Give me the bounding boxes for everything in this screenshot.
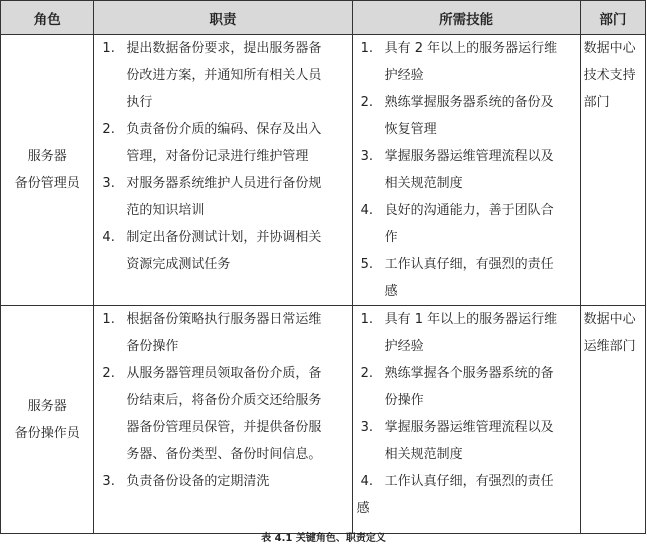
list-item-line: [94, 251, 351, 278]
list-item-line: [94, 387, 351, 414]
list-item-line: [94, 306, 351, 333]
duties-cell: [94, 35, 352, 306]
list-item-line: [353, 89, 580, 116]
list-item-number: 2.: [360, 366, 374, 381]
list-item-line: [94, 468, 351, 495]
list-item-line: [353, 197, 580, 224]
list-item-number: 2.: [102, 366, 115, 381]
list-item-text: 备份操作: [126, 339, 179, 354]
role-cell: [1, 306, 94, 534]
list-item-text: 护经验: [384, 68, 424, 83]
skills-cell: [352, 35, 580, 306]
list-item-number: 2.: [102, 122, 115, 137]
list-item-line: [94, 414, 351, 441]
list-item-text: 工作认真仔细，有强烈的责任: [384, 474, 554, 489]
list-item-line: [94, 360, 351, 387]
dept-line: 部门: [583, 95, 610, 110]
list-item-text: 管理，对备份记录进行维护管理: [126, 149, 309, 164]
list-item-line: [353, 441, 580, 468]
list-item-text: 掌握服务器运维管理流程以及: [384, 149, 554, 164]
list-item-text: 份操作: [384, 393, 424, 408]
list-item-text: 熟练掌握各个服务器系统的备: [384, 366, 554, 381]
list-item-number: 1.: [360, 41, 374, 56]
list-item-number: 3.: [102, 176, 115, 191]
list-item-line: [353, 360, 580, 387]
list-item-line: [353, 333, 580, 360]
list-item-text: 范的知识培训: [126, 203, 205, 218]
list-item-number: 2.: [360, 95, 374, 110]
list-item-text: 相关规范制度: [384, 447, 463, 462]
list-item-line: [353, 495, 580, 522]
list-item-line: [353, 35, 580, 62]
list-item-line: [353, 170, 580, 197]
list-item-line: [94, 333, 351, 360]
list-item-line: [94, 116, 351, 143]
list-item-number: 5.: [360, 257, 374, 272]
list-item-text: 务器、备份类型、备份时间信息。: [126, 447, 322, 462]
table-row: [1, 306, 646, 534]
list-item-text: 良好的沟通能力，善于团队合: [384, 203, 554, 218]
list-item-text: 护经验: [384, 339, 424, 354]
list-item-text: 感: [384, 284, 398, 299]
list-item-text: 具有 1 年以上的服务器运行维: [384, 312, 558, 327]
header-skills: 所需技能: [352, 1, 580, 35]
skills-cell: [352, 306, 580, 534]
list-item-text: 提出数据备份要求，提出服务器备: [126, 41, 322, 56]
role-name-line: 备份管理员: [14, 176, 80, 191]
role-name-line: 服务器: [27, 149, 67, 164]
list-item-text: 工作认真仔细，有强烈的责任: [384, 257, 554, 272]
list-item-line: [353, 62, 580, 89]
header-duties: 职责: [94, 1, 352, 35]
list-item-line: [94, 89, 351, 116]
list-item-line: [353, 278, 580, 305]
list-item-text: 资源完成测试任务: [126, 257, 231, 272]
role-name-line: 服务器: [27, 398, 67, 414]
list-item-line: [94, 224, 351, 251]
list-item-text: 熟练掌握服务器系统的备份及: [384, 95, 554, 110]
dept-line: 运维部门: [583, 339, 636, 354]
list-item-text: 对服务器系统维护人员进行备份规: [126, 176, 322, 191]
list-item-text: 份改进方案，并通知所有相关人员: [126, 68, 322, 83]
list-item-number: 4.: [360, 474, 374, 489]
header-role: 角色: [1, 1, 94, 35]
list-item-text: 恢复管理: [384, 122, 437, 137]
list-item-text: 制定出备份测试计划，并协调相关: [126, 230, 322, 245]
list-item-line: [353, 224, 580, 251]
list-item-text: 感: [356, 501, 370, 516]
list-item-line: [353, 414, 580, 441]
list-item-line: [94, 441, 351, 468]
list-item-text: 负责备份介质的编码、保存及出入: [126, 122, 322, 137]
header-dept: 部门: [580, 1, 645, 35]
list-item-text: 相关规范制度: [384, 176, 463, 191]
dept-line: 数据中心: [583, 312, 636, 327]
list-item-number: 1.: [102, 312, 115, 327]
list-item-number: 3.: [360, 149, 374, 164]
list-item-number: 1.: [360, 312, 374, 327]
list-item-text: 器备份管理员保管，并提供备份服: [126, 420, 322, 435]
list-item-number: 4.: [102, 230, 115, 245]
dept-line: 技术支持: [583, 68, 636, 83]
role-name-line: 备份操作员: [14, 425, 80, 441]
dept-cell: [580, 306, 645, 534]
list-item-line: [94, 35, 351, 62]
list-item-line: [353, 116, 580, 143]
dept-line: 数据中心: [583, 41, 636, 56]
list-item-line: [353, 306, 580, 333]
role-cell: [1, 35, 94, 306]
list-item-text: 从服务器管理员领取备份介质，备: [126, 366, 322, 381]
list-item-line: [353, 468, 580, 495]
list-item-number: 4.: [360, 203, 374, 218]
list-item-text: 具有 2 年以上的服务器运行维: [384, 41, 558, 56]
table-header-row: [1, 1, 646, 35]
list-item-text: 负责备份设备的定期清洗: [126, 474, 270, 489]
list-item-number: 3.: [102, 474, 115, 489]
list-item-number: 1.: [102, 41, 115, 56]
table-caption: 表 4.1 关键角色、职责定义: [261, 533, 386, 544]
list-item-line: [94, 197, 351, 224]
list-item-line: [353, 387, 580, 414]
list-item-number: 3.: [360, 420, 374, 435]
list-item-text: 执行: [126, 95, 153, 110]
list-item-line: [353, 143, 580, 170]
list-item-line: [94, 62, 351, 89]
dept-cell: [580, 35, 645, 306]
list-item-line: [353, 251, 580, 278]
list-item-line: [94, 170, 351, 197]
list-item-text: 根据备份策略执行服务器日常运维: [126, 312, 322, 327]
table-row: [1, 35, 646, 306]
list-item-text: 作: [384, 230, 398, 245]
list-item-text: 份结束后，将备份介质交还给服务: [126, 393, 322, 408]
duties-cell: [94, 306, 352, 534]
list-item-text: 掌握服务器运维管理流程以及: [384, 420, 554, 435]
list-item-line: [94, 143, 351, 170]
